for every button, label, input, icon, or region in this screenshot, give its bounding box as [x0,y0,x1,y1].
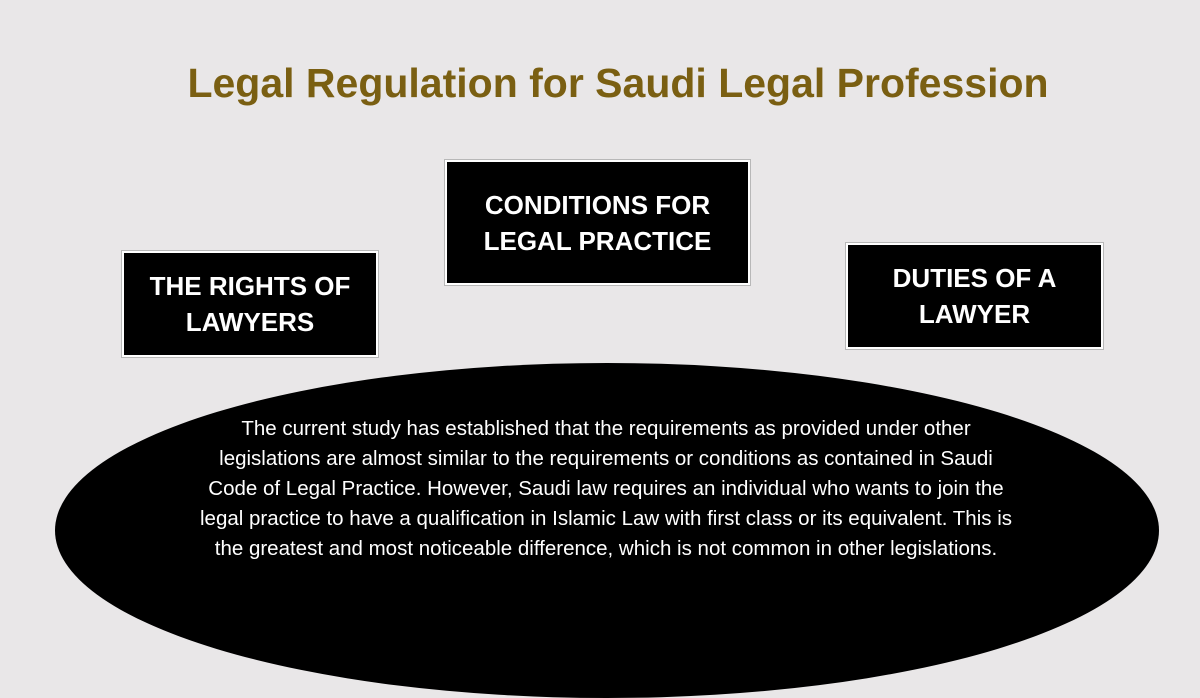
duties-of-a-lawyer-box [846,243,1103,349]
summary-text: The current study has established that the requirements as provided under other legislations are almost similar to the requirements or conditions as contained in Saudi Code of Legal Practice. However, Saudi law requires an individual who wants to join the legal practice to have a qualification in Islamic Law with first class or its equivalent. This is the greatest and most noticeable difference, which is not common in other legislations. [200,417,1013,560]
rights-of-lawyers-label: THE RIGHTS OF LAWYERS [149,271,351,337]
conditions-for-legal-practice-label: CONDITIONS FOR LEGAL PRACTICE [483,189,712,256]
duties-of-a-lawyer-label: DUTIES OF A LAWYER [892,263,1057,329]
rights-of-lawyers-box [122,251,378,357]
slide-title: Legal Regulation for Saudi Legal Profession [187,60,1049,106]
conditions-for-legal-practice-box [445,160,750,285]
